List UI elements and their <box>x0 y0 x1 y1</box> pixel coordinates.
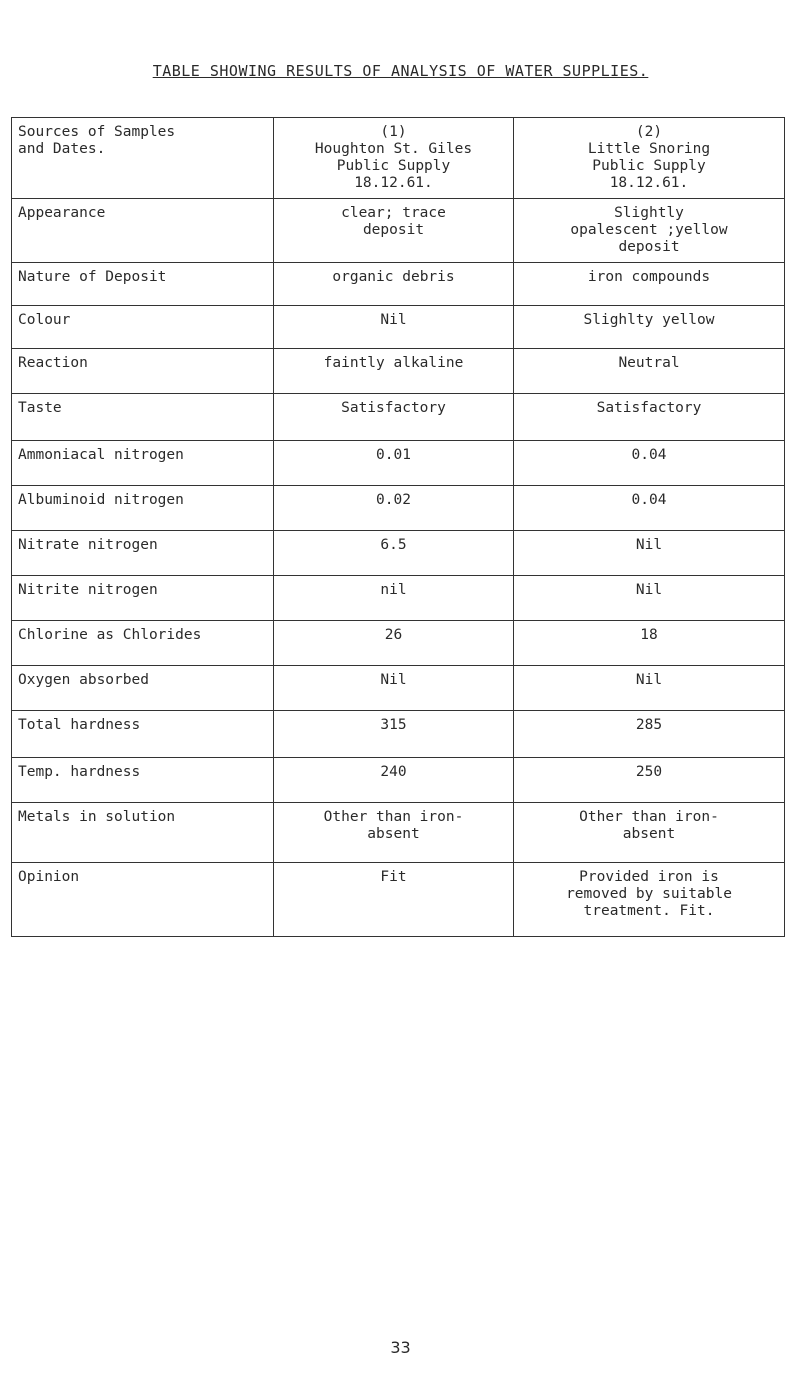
row-col1-cell: faintly alkaline <box>274 349 514 394</box>
row-label-cell: Opinion <box>12 863 274 937</box>
table-row <box>12 621 785 666</box>
header-col2-cell: (2) Little Snoring Public Supply 18.12.61. <box>514 118 785 199</box>
results-table <box>11 117 785 937</box>
row-label-cell: Temp. hardness <box>12 758 274 803</box>
row-col2-cell: Provided iron is removed by suitable treatment. Fit. <box>514 863 785 937</box>
header-row <box>12 118 785 199</box>
row-col1-cell: Other than iron- absent <box>274 803 514 863</box>
row-col2-cell: Slightly opalescent ;yellow deposit <box>514 199 785 263</box>
table-row <box>12 486 785 531</box>
row-col2-cell: 0.04 <box>514 441 785 486</box>
page-number: 33 <box>390 1338 411 1357</box>
row-label-cell: Nature of Deposit <box>12 263 274 306</box>
row-col1-cell: Nil <box>274 306 514 349</box>
table-row <box>12 531 785 576</box>
row-col1-cell: 0.02 <box>274 486 514 531</box>
row-col1-cell: 240 <box>274 758 514 803</box>
table-row <box>12 666 785 711</box>
row-label-cell: Nitrite nitrogen <box>12 576 274 621</box>
row-label-cell: Total hardness <box>12 711 274 758</box>
table-row <box>12 349 785 394</box>
row-col2-cell: Other than iron- absent <box>514 803 785 863</box>
row-label-cell: Ammoniacal nitrogen <box>12 441 274 486</box>
row-label-cell: Appearance <box>12 199 274 263</box>
row-label-cell: Oxygen absorbed <box>12 666 274 711</box>
row-col2-cell: Nil <box>514 576 785 621</box>
row-col1-cell: organic debris <box>274 263 514 306</box>
row-col2-cell: iron compounds <box>514 263 785 306</box>
row-col2-cell: Neutral <box>514 349 785 394</box>
row-label-cell: Nitrate nitrogen <box>12 531 274 576</box>
page-title: TABLE SHOWING RESULTS OF ANALYSIS OF WATER SUPPLIES. <box>152 62 649 80</box>
row-label-cell: Albuminoid nitrogen <box>12 486 274 531</box>
row-col1-cell: 6.5 <box>274 531 514 576</box>
table-row <box>12 394 785 441</box>
row-col2-cell: Nil <box>514 531 785 576</box>
row-col1-cell: Satisfactory <box>274 394 514 441</box>
table-row <box>12 263 785 306</box>
row-col2-cell: 250 <box>514 758 785 803</box>
row-col1-cell: Nil <box>274 666 514 711</box>
table-row <box>12 576 785 621</box>
row-col2-cell: 285 <box>514 711 785 758</box>
row-col1-cell: nil <box>274 576 514 621</box>
row-col1-cell: 315 <box>274 711 514 758</box>
row-col1-cell: Fit <box>274 863 514 937</box>
table-row <box>12 758 785 803</box>
table-row <box>12 306 785 349</box>
table-row <box>12 199 785 263</box>
row-col1-cell: 26 <box>274 621 514 666</box>
row-col2-cell: Nil <box>514 666 785 711</box>
row-label-cell: Colour <box>12 306 274 349</box>
row-label-cell: Metals in solution <box>12 803 274 863</box>
row-col2-cell: 0.04 <box>514 486 785 531</box>
row-col1-cell: 0.01 <box>274 441 514 486</box>
table-row <box>12 863 785 937</box>
row-col2-cell: 18 <box>514 621 785 666</box>
header-sources-cell: Sources of Samples and Dates. <box>12 118 274 199</box>
row-col2-cell: Slighlty yellow <box>514 306 785 349</box>
row-label-cell: Taste <box>12 394 274 441</box>
row-col2-cell: Satisfactory <box>514 394 785 441</box>
table-row <box>12 441 785 486</box>
header-col1-cell: (1) Houghton St. Giles Public Supply 18.12.61. <box>274 118 514 199</box>
row-label-cell: Reaction <box>12 349 274 394</box>
row-col1-cell: clear; trace deposit <box>274 199 514 263</box>
table-row <box>12 803 785 863</box>
table-row <box>12 711 785 758</box>
row-label-cell: Chlorine as Chlorides <box>12 621 274 666</box>
